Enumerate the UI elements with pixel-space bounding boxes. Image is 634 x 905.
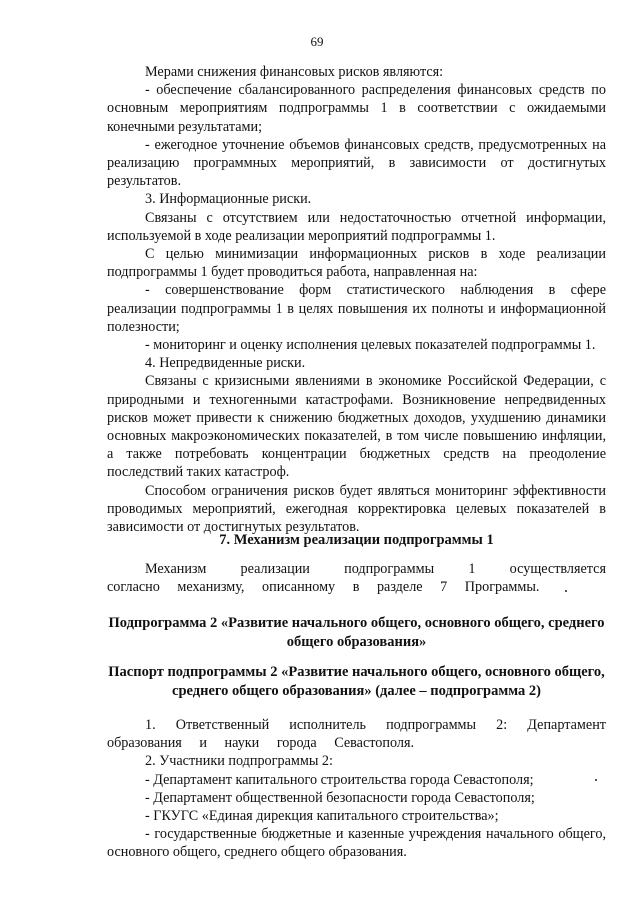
paragraph: 1. Ответственный исполнитель подпрограммы 2: Департамент образования и науки города Севастополя.	[107, 717, 606, 752]
scan-speck	[595, 779, 597, 781]
paragraph: - ГКУГС «Единая дирекция капитального строительства»;	[145, 808, 499, 825]
passport-heading: Паспорт подпрограммы 2 «Развитие начального общего, основного общего, среднего общего образования» (далее – подпрограмма 2)	[108, 664, 605, 699]
paragraph: 3. Информационные риски.	[145, 191, 312, 208]
paragraph: 4. Непредвиденные риски.	[145, 355, 306, 372]
paragraph: - Департамент капитального строительства города Севастополя;	[145, 771, 534, 788]
paragraph: Связаны с кризисными явлениями в экономике Российской Федерации, с природными и техногенными катастрофами. Возникновение непредвиденных рисков может привести к снижению бюджетных доходов, ухудшению динамики основных макроэкономических показателей, в том числе повышению инфляции, а также потребовать концентрации бюджетных средств на преодоление последствий таких катастроф.	[107, 373, 606, 481]
risk-section	[107, 63, 606, 536]
paragraph: - обеспечение сбалансированного распределения финансовых средств по основным мероприятиям подпрограммы 1 в соответствии с ожидаемыми конечными результатами;	[107, 82, 606, 135]
page-number: 69	[310, 34, 324, 49]
subprogram-2-heading: Подпрограмма 2 «Развитие начального общего, основного общего, среднего общего образования»	[108, 615, 605, 650]
paragraph: - ежегодное уточнение объемов финансовых средств, предусмотренных на реализацию программных мероприятий, в зависимости от достигнутых результатов.	[107, 136, 606, 190]
paragraph: Связаны с отсутствием или недостаточностью отчетной информации, используемой в ходе реализации мероприятий подпрограммы 1.	[107, 209, 606, 244]
section-7-body	[107, 560, 606, 596]
paragraph: Механизм реализации подпрограммы 1 осуществляется согласно механизму, описанному в разделе 7 Программы.	[107, 561, 606, 596]
paragraph: С целью минимизации информационных рисков в ходе реализации подпрограммы 1 будет проводиться работа, направленная на:	[107, 246, 606, 281]
paragraph: - совершенствование форм статистического наблюдения в сфере реализации подпрограммы 1 в целях повышения их полноты и информационной полезности;	[107, 282, 606, 335]
section-7-heading: 7. Механизм реализации подпрограммы 1	[219, 532, 494, 548]
paragraph: Мерами снижения финансовых рисков являются:	[145, 64, 444, 80]
paragraph: 2. Участники подпрограммы 2:	[145, 753, 333, 770]
paragraph: - мониторинг и оценку исполнения целевых показателей подпрограммы 1.	[145, 337, 596, 354]
passport-body	[107, 716, 606, 862]
paragraph: Способом ограничения рисков будет являться мониторинг эффективности проводимых мероприятий, ежегодная корректировка целевых показателей в зависимости от достигнутых результатов.	[107, 482, 606, 536]
paragraph: - Департамент общественной безопасности города Севастополя;	[145, 789, 535, 806]
scan-speck	[565, 590, 567, 592]
paragraph: - государственные бюджетные и казенные учреждения начального общего, основного общего, среднего общего образования.	[107, 826, 606, 861]
